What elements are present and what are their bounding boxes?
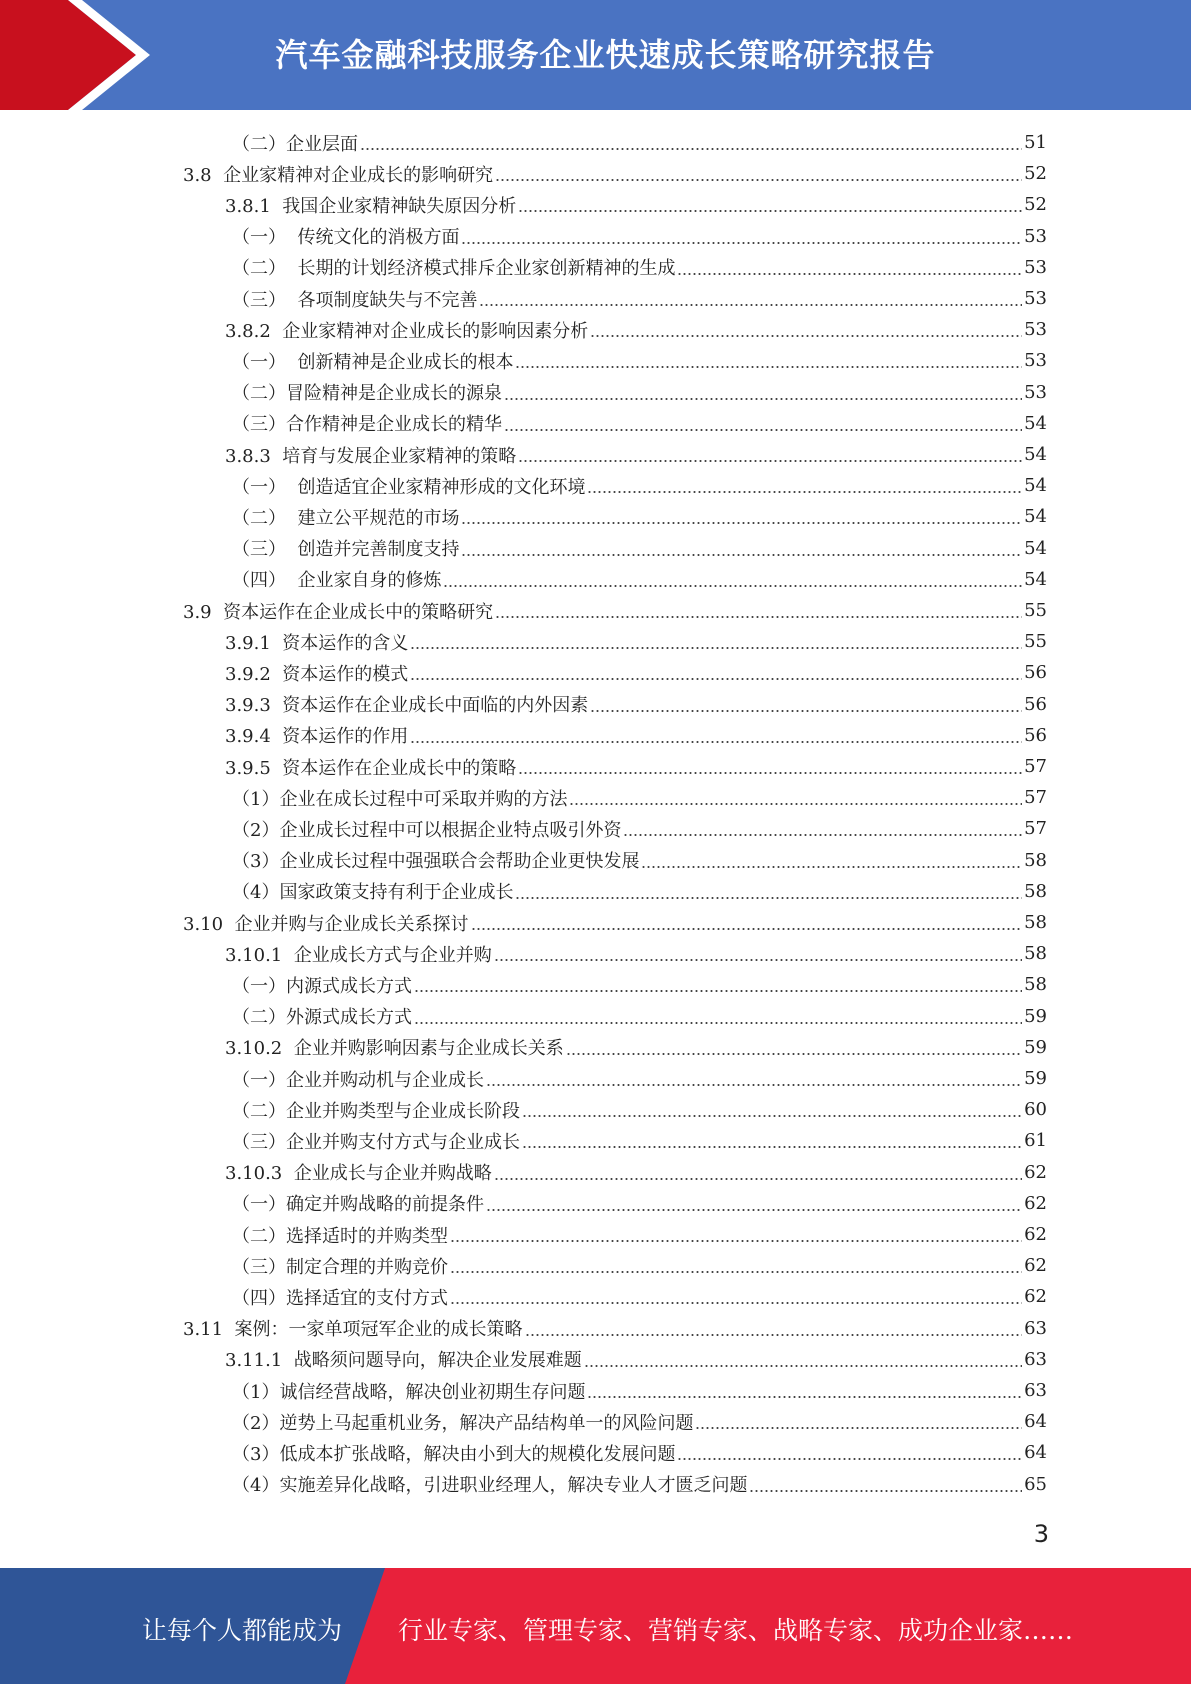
toc-entry-title: 3.11 案例：一家单项冠军企业的成长策略: [183, 1319, 523, 1341]
toc-entry[interactable]: [232, 1219, 1047, 1250]
toc-dot-leader: [522, 1094, 1022, 1125]
footer-slogan-left: 让每个人都能成为: [142, 1616, 343, 1645]
toc-dot-leader: [495, 595, 1022, 626]
toc-dot-leader: [522, 1125, 1022, 1156]
toc-entry-title: （一）内源式成长方式: [232, 975, 412, 997]
toc-entry[interactable]: [232, 501, 1047, 532]
toc-entry-page: 54: [1024, 537, 1047, 559]
toc-dot-leader: [587, 1375, 1022, 1406]
toc-entry-title: （一） 传统文化的消极方面: [232, 227, 460, 249]
report-header: [0, 0, 1191, 110]
toc-entry-title: 3.10.1 企业成长方式与企业并购: [225, 944, 492, 966]
toc-entry-page: 63: [1024, 1380, 1047, 1401]
toc-dot-leader: [623, 813, 1022, 844]
toc-entry-page: 54: [1024, 444, 1047, 465]
toc-entry-title: 3.8.2 企业家精神对企业成长的影响因素分析: [225, 320, 589, 342]
toc-entry-title: （二）外源式成长方式: [232, 1007, 412, 1029]
toc-entry-title: （一）确定并购战略的前提条件: [232, 1194, 484, 1216]
toc-entry[interactable]: [232, 1250, 1047, 1281]
toc-dot-leader: [587, 470, 1022, 501]
toc-entry-title: （二） 长期的计划经济模式排斥企业家创新精神的生成: [232, 258, 676, 280]
toc-dot-leader: [360, 127, 1022, 158]
toc-entry-page: 53: [1024, 256, 1047, 278]
toc-entry[interactable]: [232, 876, 1047, 907]
toc-dot-leader: [677, 1437, 1022, 1468]
toc-entry[interactable]: [232, 1375, 1047, 1406]
toc-entry-title: （3）低成本扩张战略，解决由小到大的规模化发展问题: [232, 1443, 676, 1465]
toc-dot-leader: [525, 1313, 1023, 1344]
toc-dot-leader: [518, 189, 1022, 220]
toc-entry-title: 3.9.3 资本运作在企业成长中面临的内外因素: [225, 695, 589, 717]
toc-dot-leader: [695, 1406, 1022, 1437]
toc-entry-title: 3.8.3 培育与发展企业家精神的策略: [225, 445, 517, 467]
toc-entry-page: 54: [1024, 568, 1047, 590]
toc-dot-leader: [518, 751, 1022, 782]
toc-dot-leader: [641, 845, 1022, 876]
toc-entry-title: 3.9.1 资本运作的含义: [225, 632, 409, 654]
toc-entry-page: 64: [1024, 1411, 1047, 1433]
toc-entry-title: （二）企业并购类型与企业成长阶段: [232, 1100, 520, 1122]
toc-entry-page: 58: [1024, 974, 1047, 996]
toc-entry-title: （四） 企业家自身的修炼: [232, 570, 442, 592]
toc-entry-title: 3.10.2 企业并购影响因素与企业成长关系: [225, 1038, 564, 1060]
toc-dot-leader: [494, 938, 1022, 969]
toc-entry-page: 65: [1024, 1473, 1047, 1495]
toc-dot-leader: [566, 1032, 1022, 1063]
toc-dot-leader: [584, 1344, 1022, 1375]
toc-entry-title: 3.9.4 资本运作的作用: [225, 726, 409, 748]
toc-entry-title: 3.9.2 资本运作的模式: [225, 663, 409, 685]
toc-entry[interactable]: [232, 533, 1047, 564]
toc-entry[interactable]: [232, 1281, 1047, 1312]
toc-entry-page: 57: [1024, 756, 1047, 777]
toc-entry-page: 52: [1024, 163, 1047, 185]
toc-entry-page: 56: [1024, 693, 1047, 715]
toc-entry-page: 63: [1024, 1317, 1047, 1339]
toc-entry-page: 59: [1024, 1005, 1047, 1027]
toc-entry-title: （3）企业成长过程中强强联合会帮助企业更快发展: [232, 851, 640, 873]
toc-dot-leader: [590, 689, 1022, 720]
toc-entry[interactable]: [232, 1469, 1047, 1500]
toc-entry-page: 53: [1024, 319, 1047, 341]
toc-entry-title: （二）企业层面: [232, 133, 358, 155]
toc-entry-title: （4）国家政策支持有利于企业成长: [232, 882, 514, 904]
toc-entry-title: （二）选择适时的并购类型: [232, 1225, 448, 1247]
toc-entry-title: （一） 创造适宜企业家精神形成的文化环境: [232, 476, 586, 498]
toc-dot-leader: [414, 969, 1022, 1000]
toc-entry-title: （1）企业在成长过程中可采取并购的方法: [232, 788, 568, 810]
toc-entry-page: 55: [1024, 631, 1047, 653]
toc-entry[interactable]: [232, 408, 1047, 439]
toc-entry-page: 62: [1024, 1255, 1047, 1277]
toc-dot-leader: [749, 1469, 1022, 1500]
toc-entry[interactable]: [232, 470, 1047, 501]
toc-entry[interactable]: [232, 782, 1047, 813]
toc-entry-title: （4）实施差异化战略，引进职业经理人，解决专业人才匮乏问题: [232, 1475, 748, 1497]
toc-dot-leader: [450, 1281, 1022, 1312]
toc-entry-page: 63: [1024, 1348, 1047, 1370]
toc-dot-leader: [515, 876, 1022, 907]
toc-entry-title: 3.10 企业并购与企业成长关系探讨: [183, 913, 469, 935]
toc-dot-leader: [410, 657, 1022, 688]
toc-entry-page: 62: [1024, 1286, 1047, 1308]
toc-entry[interactable]: [232, 845, 1047, 876]
toc-entry[interactable]: [232, 813, 1047, 844]
toc-entry-page: 64: [1024, 1442, 1047, 1464]
toc-entry-page: 52: [1024, 194, 1047, 216]
toc-dot-leader: [495, 158, 1022, 189]
toc-entry-page: 57: [1024, 787, 1047, 809]
toc-entry-title: 3.11.1 战略须问题导向，解决企业发展难题: [225, 1350, 582, 1372]
page-number: 3: [1033, 1520, 1049, 1548]
toc-entry[interactable]: [232, 1125, 1047, 1156]
toc-entry-page: 55: [1024, 600, 1047, 621]
toc-entry-page: 56: [1024, 724, 1047, 746]
toc-entry-title: 3.9 资本运作在企业成长中的策略研究: [183, 601, 494, 623]
toc-entry-page: 58: [1024, 943, 1047, 965]
toc-entry[interactable]: [232, 1406, 1047, 1437]
toc-dot-leader: [461, 533, 1022, 564]
toc-entry-page: 59: [1024, 1068, 1047, 1089]
toc-entry-page: 51: [1024, 132, 1047, 153]
toc-entry-page: 54: [1024, 506, 1047, 528]
toc-entry-page: 62: [1024, 1224, 1047, 1245]
toc-entry-page: 59: [1024, 1036, 1047, 1058]
toc-entry-title: （2）逆势上马起重机业务，解决产品结构单一的风险问题: [232, 1412, 694, 1434]
toc-entry[interactable]: [232, 1188, 1047, 1219]
toc-entry[interactable]: [225, 1032, 1047, 1063]
toc-entry-page: 53: [1024, 225, 1047, 247]
toc-entry-title: （二）冒险精神是企业成长的源泉: [232, 383, 502, 405]
toc-dot-leader: [518, 439, 1022, 470]
toc-entry[interactable]: [183, 1313, 1047, 1344]
toc-entry-title: 3.8 企业家精神对企业成长的影响研究: [183, 164, 494, 186]
toc-entry[interactable]: [232, 564, 1047, 595]
toc-entry-title: （二） 建立公平规范的市场: [232, 507, 460, 529]
toc-entry[interactable]: [232, 1063, 1047, 1094]
toc-entry-page: 54: [1024, 475, 1047, 497]
toc-entry-page: 58: [1024, 912, 1047, 933]
toc-entry-page: 61: [1024, 1130, 1047, 1152]
toc-dot-leader: [504, 377, 1022, 408]
toc-entry[interactable]: [183, 595, 1047, 626]
toc-entry-title: （一）企业并购动机与企业成长: [232, 1069, 484, 1091]
toc-entry-page: 58: [1024, 880, 1047, 902]
toc-entry-title: （三） 创造并完善制度支持: [232, 539, 460, 561]
toc-dot-leader: [410, 720, 1022, 751]
toc-dot-leader: [414, 1001, 1022, 1032]
toc-dot-leader: [677, 252, 1022, 283]
toc-dot-leader: [450, 1219, 1022, 1250]
toc-dot-leader: [569, 782, 1022, 813]
toc-entry[interactable]: [225, 314, 1047, 345]
toc-entry[interactable]: [183, 907, 1047, 938]
toc-dot-leader: [461, 501, 1022, 532]
toc-entry[interactable]: [232, 1094, 1047, 1125]
toc-entry[interactable]: [225, 751, 1047, 782]
toc-entry[interactable]: [225, 626, 1047, 657]
report-title: 汽车金融科技服务企业快速成长策略研究报告: [275, 36, 936, 74]
toc-entry-page: 54: [1024, 412, 1047, 434]
toc-entry-page: 53: [1024, 350, 1047, 372]
toc-entry[interactable]: [225, 689, 1047, 720]
toc-entry[interactable]: [225, 1344, 1047, 1375]
toc-entry-title: （2）企业成长过程中可以根据企业特点吸引外资: [232, 819, 622, 841]
toc-entry[interactable]: [225, 938, 1047, 969]
toc-entry[interactable]: [232, 252, 1047, 283]
toc-entry-page: 62: [1024, 1192, 1047, 1214]
toc-entry[interactable]: [232, 127, 1047, 158]
toc-entry[interactable]: [225, 439, 1047, 470]
toc-entry-page: 62: [1024, 1161, 1047, 1183]
toc-entry-page: 57: [1024, 818, 1047, 840]
toc-dot-leader: [590, 314, 1022, 345]
toc-entry-title: （1）诚信经营战略，解决创业初期生存问题: [232, 1381, 586, 1403]
toc-entry-title: 3.10.3 企业成长与企业并购战略: [225, 1163, 492, 1185]
toc-entry-title: （三） 各项制度缺失与不完善: [232, 289, 478, 311]
toc-entry-title: （一） 创新精神是企业成长的根本: [232, 351, 514, 373]
toc-dot-leader: [486, 1063, 1022, 1094]
toc-dot-leader: [515, 345, 1022, 376]
toc-dot-leader: [443, 564, 1022, 595]
toc-dot-leader: [494, 1157, 1022, 1188]
toc-dot-leader: [504, 408, 1022, 439]
toc-entry[interactable]: [225, 1157, 1047, 1188]
toc-entry[interactable]: [225, 720, 1047, 751]
footer-slogan-right: 行业专家、管理专家、营销专家、战略专家、成功企业家……: [398, 1616, 1074, 1645]
toc-entry[interactable]: [232, 1001, 1047, 1032]
toc-entry-title: （四）选择适宜的支付方式: [232, 1287, 448, 1309]
toc-entry-page: 53: [1024, 288, 1047, 309]
toc-dot-leader: [471, 907, 1023, 938]
toc-entry-page: 60: [1024, 1099, 1047, 1121]
footer-banner: [0, 1568, 1191, 1684]
toc-entry[interactable]: [225, 189, 1047, 220]
toc-entry[interactable]: [232, 221, 1047, 252]
toc-entry-title: （三）合作精神是企业成长的精华: [232, 414, 502, 436]
toc-dot-leader: [461, 221, 1022, 252]
toc-entry-page: 56: [1024, 662, 1047, 684]
toc-entry[interactable]: [232, 377, 1047, 408]
toc-dot-leader: [479, 283, 1022, 314]
toc-dot-leader: [410, 626, 1022, 657]
toc-entry-page: 53: [1024, 381, 1047, 403]
toc-entry-title: （三）制定合理的并购竞价: [232, 1256, 448, 1278]
toc-entry-title: （三）企业并购支付方式与企业成长: [232, 1131, 520, 1153]
toc-dot-leader: [486, 1188, 1022, 1219]
toc-entry[interactable]: [225, 657, 1047, 688]
toc-entry-page: 58: [1024, 849, 1047, 871]
toc-entry[interactable]: [232, 283, 1047, 314]
toc-entry[interactable]: [232, 1437, 1047, 1468]
toc-dot-leader: [450, 1250, 1022, 1281]
toc-entry-title: 3.9.5 资本运作在企业成长中的策略: [225, 757, 517, 779]
toc-entry[interactable]: [183, 158, 1047, 189]
toc-entry-title: 3.8.1 我国企业家精神缺失原因分析: [225, 195, 517, 217]
toc-entry[interactable]: [232, 969, 1047, 1000]
toc-entry[interactable]: [232, 345, 1047, 376]
